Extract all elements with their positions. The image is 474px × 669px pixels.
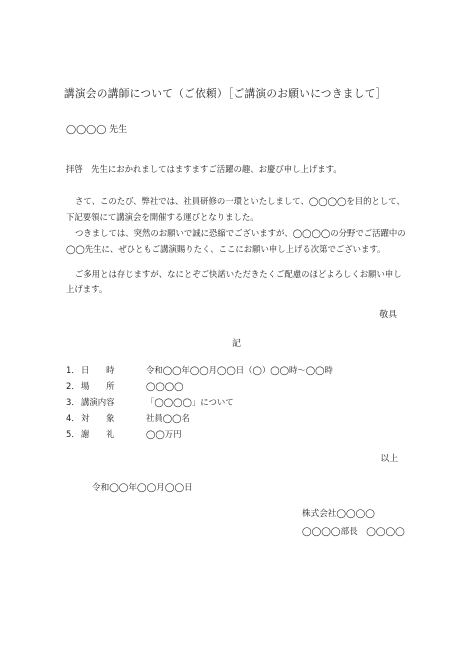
detail-item-number: 3． [66, 397, 80, 407]
body-paragraph-1-line-2: 下記要領にて講演会を開催する運びとなりました。 [66, 212, 259, 222]
detail-item-label: 講演内容 [81, 397, 115, 407]
body-paragraph-2-line-1: つきましては、突然のお願いで誠に恐縮でございますが、◯◯◯◯の分野でご活躍中の [75, 228, 406, 238]
sender-name: ◯◯◯◯部長 ◯◯◯◯ [302, 527, 405, 537]
body-paragraph-2-line-2: ◯◯先生に、ぜひともご講演賜りたく、ここにお願い申し上げる次第でございます。 [66, 244, 386, 254]
letter-date: 令和◯◯年◯◯月◯◯日 [92, 483, 193, 493]
sender-company: 株式会社◯◯◯◯ [302, 509, 375, 519]
closing-ijo: 以上 [380, 454, 398, 464]
body-paragraph-3-line-2: 上げます。 [66, 284, 108, 294]
document-title: 講演会の講師について（ご依頼）［ご講演のお願いにつきまして］ [64, 88, 387, 100]
detail-item-label: 日 時 [81, 365, 115, 375]
detail-item-number: 4． [66, 413, 80, 423]
closing-keigu: 敬具 [379, 310, 397, 320]
greeting: 拝啓 先生におかれましてはますますご活躍の趣、お慶び申し上げます。 [66, 164, 342, 174]
body-paragraph-1-line-1: さて、このたび、弊社では、社員研修の一環といたしまして、◯◯◯◯を目的として、 [75, 196, 405, 206]
detail-item-label: 対 象 [81, 413, 115, 423]
detail-item-number: 2． [66, 381, 80, 391]
addressee: ◯◯◯◯ 先生 [66, 125, 128, 135]
detail-item-label: 謝 礼 [81, 429, 115, 439]
detail-item-value: 令和◯◯年◯◯月◯◯日（◯）◯◯時～◯◯時 [146, 365, 333, 375]
detail-item-value: ◯◯◯◯ [146, 381, 184, 391]
detail-item-number: 5． [66, 429, 80, 439]
detail-item-label: 場 所 [81, 381, 115, 391]
body-paragraph-3-line-1: ご多用とは存じますが、なにとぞご快諾いただきたくご配慮のほどよろしくお願い申し [75, 269, 402, 279]
detail-item-value: 「◯◯◯◯」について [146, 397, 234, 407]
ki-heading: 記 [232, 339, 242, 349]
detail-item-value: 社員◯◯名 [146, 413, 190, 423]
detail-item-number: 1． [66, 365, 80, 375]
detail-item-value: ◯◯万円 [146, 429, 182, 439]
